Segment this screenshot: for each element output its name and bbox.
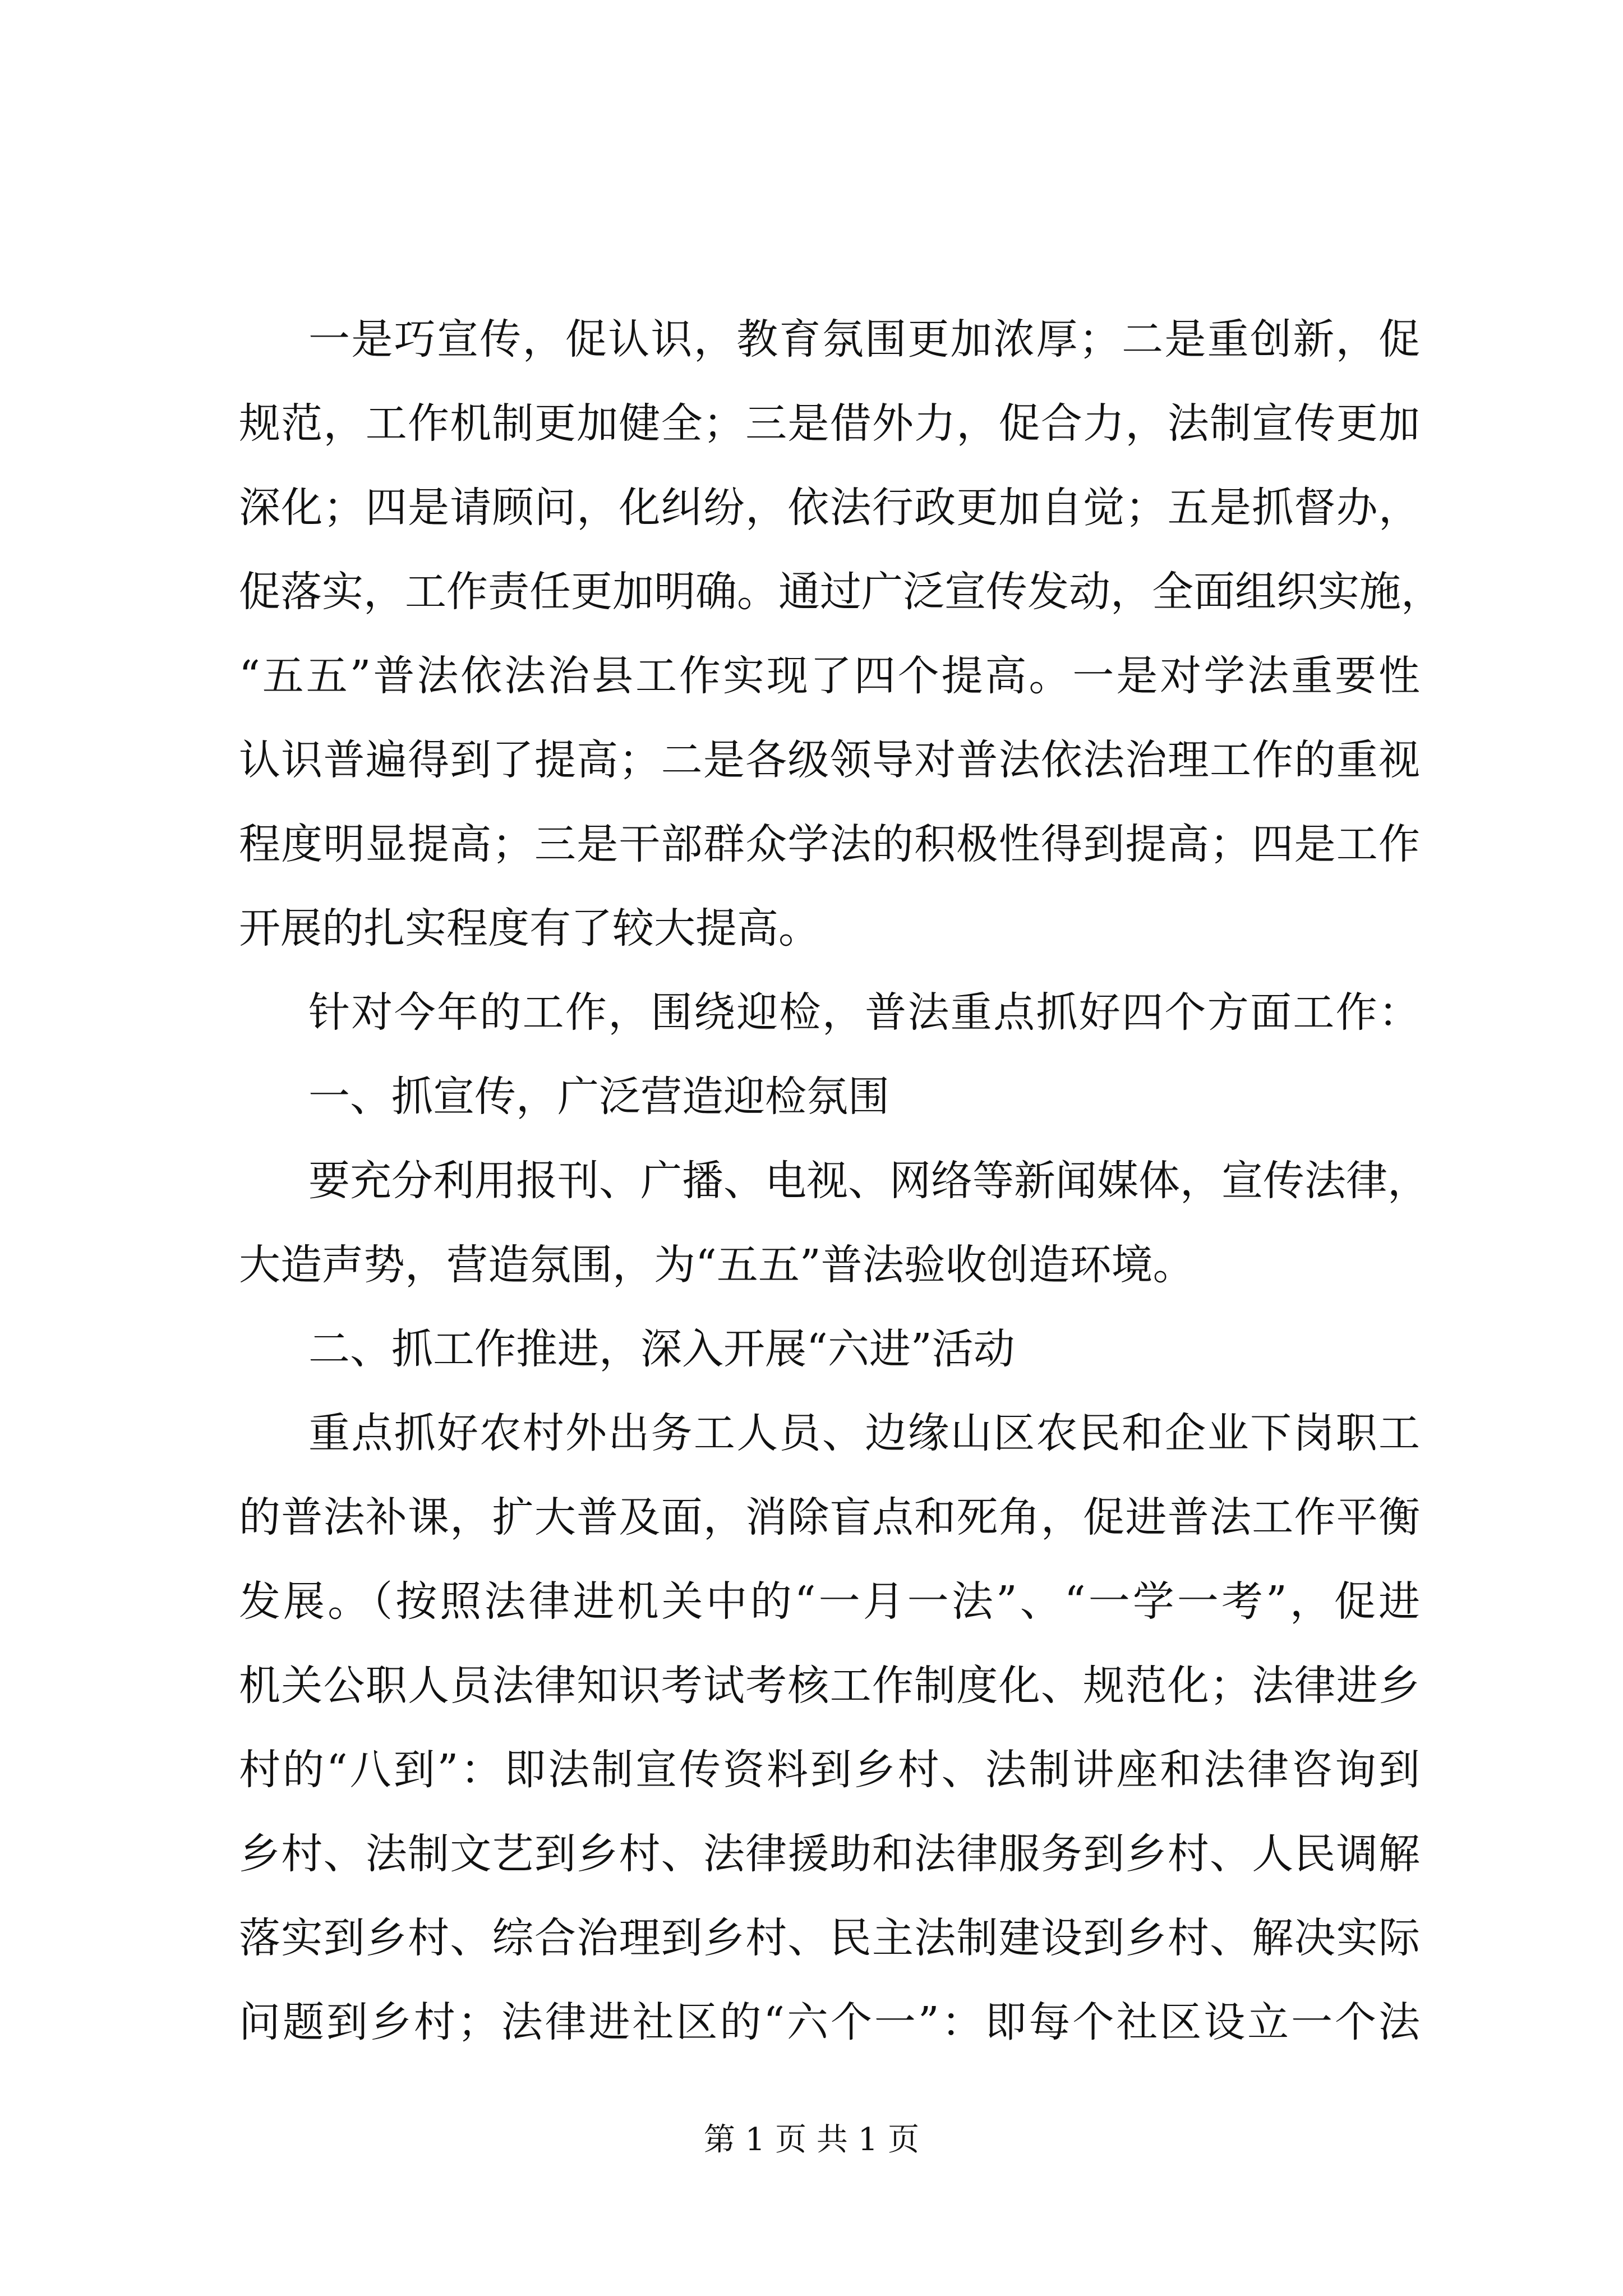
text-line: 落实到乡村、综合治理到乡村、民主法制建设到乡村、解决实际 (239, 1914, 1420, 1962)
text-line: 一是巧宣传，促认识，教育氛围更加浓厚；二是重创新，促 (308, 315, 1420, 364)
text-line: 乡村、法制文艺到乡村、法律援助和法律服务到乡村、人民调解 (239, 1830, 1420, 1878)
text-line: 程度明显提高；三是干部群众学法的积极性得到提高；四是工作 (239, 820, 1420, 868)
text-line: 机关公职人员法律知识考试考核工作制度化、规范化；法律进乡 (239, 1662, 1420, 1710)
text-line: 的普法补课，扩大普及面，消除盲点和死角，促进普法工作平衡 (239, 1493, 1420, 1542)
text-line: 问题到乡村；法律进社区的“六个一”：即每个社区设立一个法 (239, 1998, 1420, 2046)
text-line: 促落实，工作责任更加明确。通过广泛宣传发动，全面组织实施， (239, 568, 1442, 616)
text-line: 发展。（按照法律进机关中的“一月一法”、“一学一考”，促进 (239, 1577, 1420, 1626)
text-line: 村的“八到”：即法制宣传资料到乡村、法制讲座和法律咨询到 (239, 1746, 1420, 1794)
text-line: 深化；四是请顾问，化纠纷，依法行政更加自觉；五是抓督办， (239, 484, 1420, 532)
page-number-footer: 第 1 页 共 1 页 (703, 2122, 920, 2158)
text-line: 重点抓好农村外出务工人员、边缘山区农民和企业下岗职工 (308, 1409, 1420, 1457)
text-line: 开展的扎实程度有了较大提高。 (239, 904, 820, 953)
section-heading: 二、抓工作推进，深入开展“六进”活动 (308, 1325, 1015, 1373)
text-line: “五五”普法依法治县工作实现了四个提高。一是对学法重要性 (239, 652, 1420, 700)
text-line: 规范，工作机制更加健全；三是借外力，促合力，法制宣传更加 (239, 399, 1420, 448)
text-line: 要充分利用报刊、广播、电视、网络等新闻媒体，宣传法律， (308, 1157, 1429, 1205)
text-line: 针对今年的工作，围绕迎检，普法重点抓好四个方面工作： (308, 988, 1420, 1037)
section-heading: 一、抓宣传，广泛营造迎检氛围 (308, 1073, 889, 1121)
text-line: 认识普遍得到了提高；二是各级领导对普法依法治理工作的重视 (239, 736, 1420, 784)
text-line: 大造声势，营造氛围，为“五五”普法验收创造环境。 (239, 1241, 1195, 1289)
